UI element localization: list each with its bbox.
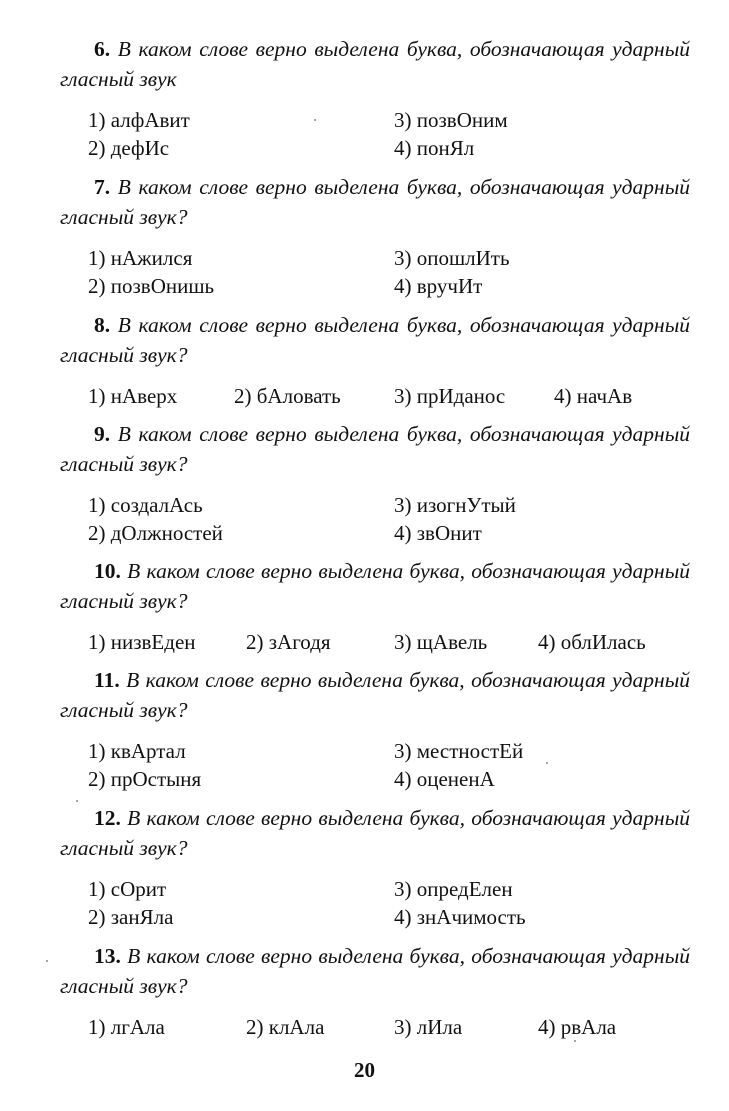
option-2: 2) зАгодя (246, 630, 331, 654)
question-13 (60, 941, 690, 1041)
question-10 (60, 556, 690, 656)
question-prompt: В каком слове верно выделена буква, обозначающая ударный гласный звук? (60, 668, 691, 722)
question-number: 6. (94, 37, 111, 61)
question-9 (60, 419, 690, 547)
option-1: 1) низвЕден (88, 630, 196, 654)
option-1: 1) квАртал (88, 739, 186, 763)
option-4: 4) рвАла (538, 1015, 617, 1039)
question-11 (60, 665, 690, 793)
question-text (60, 803, 690, 863)
option-2: 2) клАла (246, 1015, 325, 1039)
scan-speck (314, 119, 316, 121)
question-number: 9. (94, 422, 111, 446)
question-text (60, 665, 690, 725)
question-prompt: В каком слове верно выделена буква, обозначающая ударный гласный звук? (60, 313, 691, 367)
option-3: 3) щАвель (394, 630, 488, 654)
answer-options (60, 106, 690, 162)
question-prompt: В каком слове верно выделена буква, обозначающая ударный гласный звук (60, 37, 691, 91)
option-2: 2) дефИс (88, 136, 170, 160)
scan-speck (546, 762, 548, 764)
question-prompt: В каком слове верно выделена буква, обозначающая ударный гласный звук? (60, 422, 691, 476)
option-3: 3) местностЕй (394, 739, 524, 763)
option-2: 2) бАловать (234, 384, 341, 408)
option-2: 2) позвОнишь (88, 274, 215, 298)
question-prompt: В каком слове верно выделена буква, обозначающая ударный гласный звук? (60, 806, 691, 860)
scan-speck (76, 800, 78, 802)
option-1: 1) сОрит (88, 877, 167, 901)
option-1: 1) лгАла (88, 1015, 165, 1039)
option-4: 4) знАчимость (394, 905, 526, 929)
question-prompt: В каком слове верно выделена буква, обозначающая ударный гласный звук? (60, 944, 691, 998)
option-4: 4) облИлась (538, 630, 646, 654)
question-7 (60, 172, 690, 300)
question-text (60, 419, 690, 479)
option-3: 3) прИданос (394, 384, 506, 408)
question-number: 12. (94, 806, 121, 830)
option-2: 2) занЯла (88, 905, 174, 929)
question-text (60, 556, 690, 616)
answer-options (60, 737, 690, 793)
answer-options (60, 875, 690, 931)
option-4: 4) понЯл (394, 136, 475, 160)
option-3: 3) опошлИть (394, 246, 510, 270)
option-4: 4) звОнит (394, 521, 482, 545)
question-12 (60, 803, 690, 931)
question-number: 11. (94, 668, 120, 692)
answer-options (60, 491, 690, 547)
option-3: 3) позвОним (394, 108, 508, 132)
question-number: 7. (94, 175, 111, 199)
answer-options (60, 244, 690, 300)
question-number: 13. (94, 944, 121, 968)
question-text (60, 34, 690, 94)
answer-options (60, 1013, 690, 1041)
option-3: 3) лИла (394, 1015, 463, 1039)
option-3: 3) опредЕлен (394, 877, 513, 901)
answer-options (60, 382, 690, 410)
option-4: 4) оцененА (394, 767, 495, 791)
page-number: 20 (354, 1058, 375, 1082)
option-3: 3) изогнУтый (394, 493, 516, 517)
option-1: 1) создалАсь (88, 493, 203, 517)
option-2: 2) прОстыня (88, 767, 202, 791)
question-8 (60, 310, 690, 410)
option-1: 1) нАверх (88, 384, 178, 408)
question-text (60, 172, 690, 232)
question-number: 8. (94, 313, 111, 337)
option-4: 4) вручИт (394, 274, 483, 298)
question-text (60, 941, 690, 1001)
option-4: 4) начАв (554, 384, 633, 408)
question-6 (60, 34, 690, 162)
option-1: 1) нАжился (88, 246, 193, 270)
question-prompt: В каком слове верно выделена буква, обозначающая ударный гласный звук? (60, 559, 691, 613)
question-prompt: В каком слове верно выделена буква, обозначающая ударный гласный звук? (60, 175, 691, 229)
scan-speck (46, 960, 48, 962)
option-1: 1) алфАвит (88, 108, 190, 132)
answer-options (60, 628, 690, 656)
question-text (60, 310, 690, 370)
option-2: 2) дОлжностей (88, 521, 223, 545)
scan-speck (574, 1040, 576, 1042)
question-number: 10. (94, 559, 121, 583)
